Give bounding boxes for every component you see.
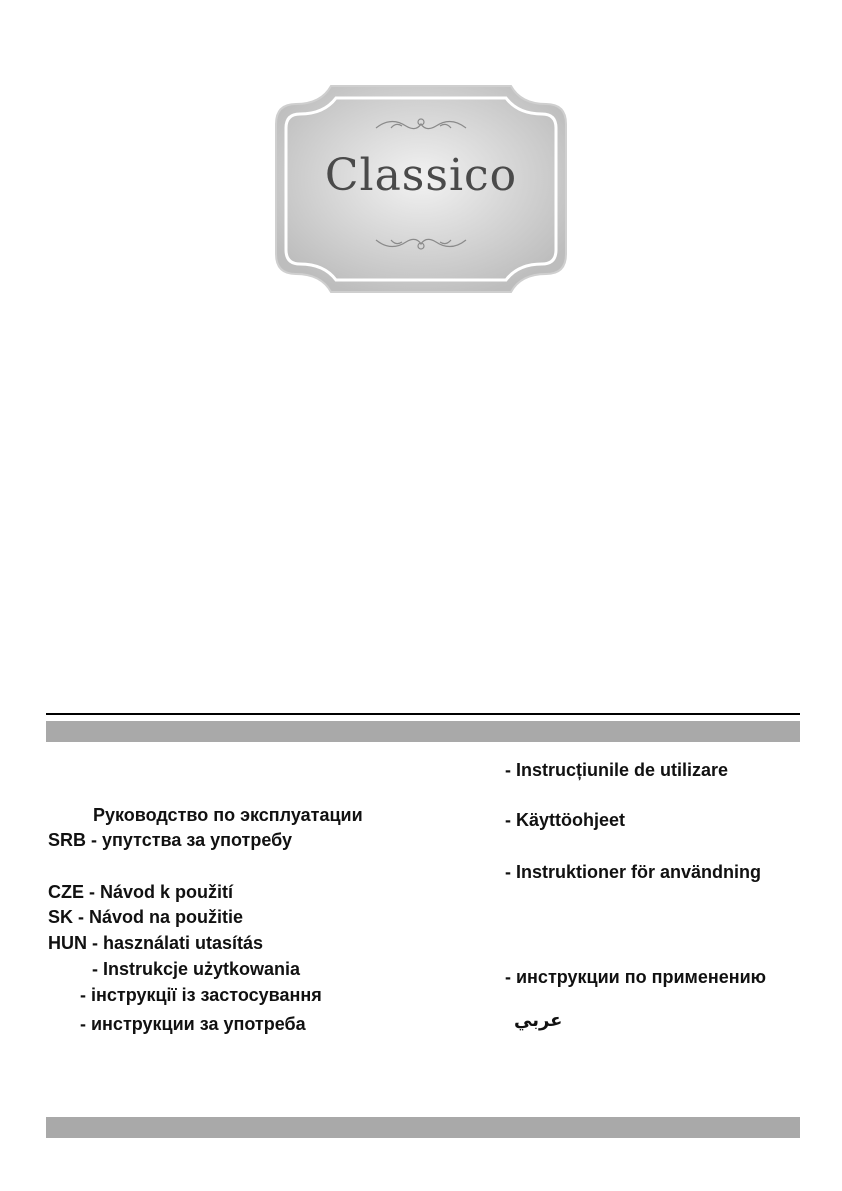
lang-line-russian: Руководство по эксплуатации [93,805,363,825]
lang-line-ukrainian: - інструкції із застосування [80,985,322,1005]
lang-line-russian-right: - инструкции по применению [505,967,767,987]
lang-line-swedish: - Instruktioner för användning [505,862,762,882]
lang-line-romanian: - Instrucțiunile de utilizare [505,760,729,780]
lang-line-finnish: - Käyttöohjeet [505,810,626,830]
lang-line-arabic: عربي [514,1010,563,1031]
lang-line-hun: HUN - használati utasítás [48,933,264,953]
top-band [46,721,800,742]
classico-logo [266,84,576,294]
lang-line-bulgarian: - инструкции за употреба [80,1014,306,1034]
lang-line-srb: SRB - упутства за употребу [48,830,292,850]
lang-line-polish: - Instrukcje użytkowania [92,959,301,979]
lang-line-sk: SK - Návod na použitie [48,907,244,927]
logo-text: Classico [324,150,518,201]
lang-line-cze: CZE - Návod k použití [48,882,234,902]
top-rule [46,713,800,715]
bottom-band [46,1117,800,1138]
